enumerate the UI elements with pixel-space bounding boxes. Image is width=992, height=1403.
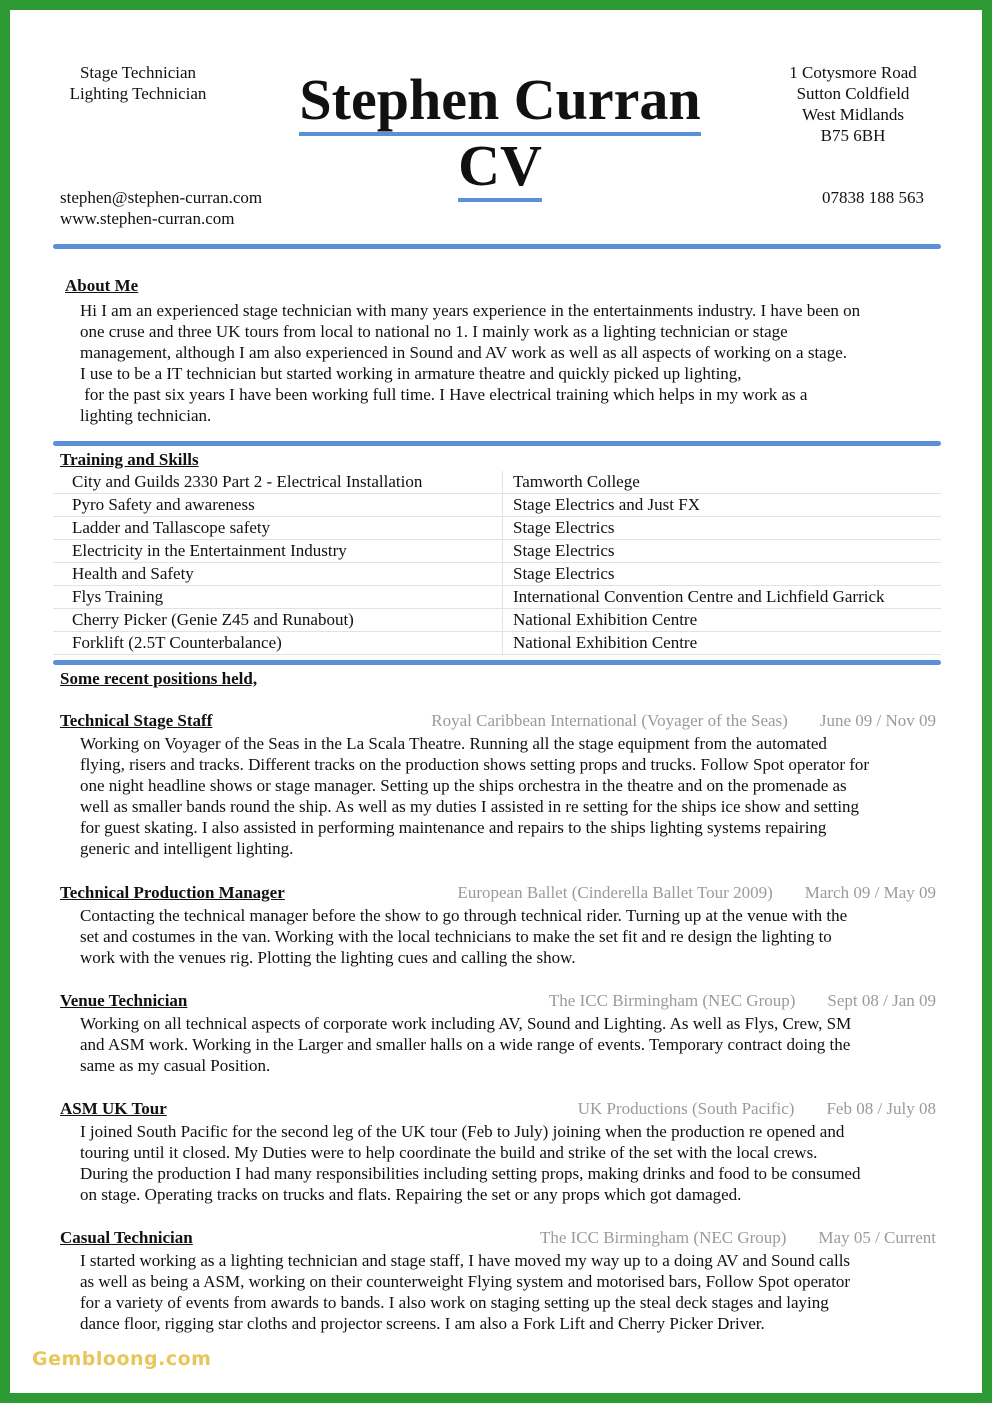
description-line: Working on all technical aspects of corporate work including AV, Sound and Lighting. As well as Flys, Crew, SM <box>80 1014 852 1033</box>
training-title: Training and Skills <box>60 450 199 469</box>
position-employer: Royal Caribbean International (Voyager of the Seas) <box>431 711 788 730</box>
skill-row <box>53 563 941 586</box>
cv-label <box>260 133 740 198</box>
about-line: lighting technician. <box>80 406 212 425</box>
about-title: About Me <box>65 276 139 295</box>
skill-row <box>53 632 941 655</box>
skill-name: Health and Safety <box>53 563 503 586</box>
cv-name <box>260 67 740 132</box>
positions-title: Some recent positions held, <box>60 669 258 688</box>
skill-row <box>53 540 941 563</box>
about-line: I use to be a IT technician but started working in armature theatre and quickly picked up lighting, <box>80 364 742 383</box>
role-1: Stage Technician <box>79 63 197 82</box>
email-link[interactable]: stephen@stephen-curran.com <box>60 188 263 207</box>
position-employer: The ICC Birmingham (NEC Group) <box>539 1228 787 1247</box>
position-dates: May 05 / Current <box>818 1228 936 1247</box>
cv-page <box>10 10 982 1393</box>
about-line: for the past six years I have been working full time. I Have electrical training which helps in my work as a <box>80 385 808 404</box>
description-line: one night headline shows or stage manager. Setting up the ships orchestra in the theatre and on the promenade as <box>80 776 847 795</box>
position-header <box>60 883 936 905</box>
description-line: generic and intelligent lighting. <box>80 839 294 858</box>
skill-row <box>53 609 941 632</box>
position-meta <box>549 991 936 1011</box>
position-dates: Sept 08 / Jan 09 <box>827 991 936 1010</box>
description-line: work with the venues rig. Plotting the lighting cues and calling the show. <box>80 948 576 967</box>
position-entry <box>60 711 936 859</box>
skill-provider: National Exhibition Centre <box>503 609 942 632</box>
name-text: Stephen Curran <box>299 67 700 136</box>
skill-name: Flys Training <box>53 586 503 609</box>
description-line: I started working as a lighting technician and stage staff, I have moved my way up to a doing AV and Sound calls <box>80 1251 851 1270</box>
position-header <box>60 1228 936 1250</box>
watermark: Gembloong.com <box>32 1348 212 1370</box>
skill-name: City and Guilds 2330 Part 2 - Electrical Installation <box>53 471 503 494</box>
skill-provider: Stage Electrics <box>503 517 942 540</box>
skill-name: Ladder and Tallascope safety <box>53 517 503 540</box>
position-meta <box>578 1099 936 1119</box>
description-line: During the production I had many responsibilities including setting props, making drinks and food to be consumed <box>80 1164 861 1183</box>
description-line: dance floor, rigging star cloths and projector screens. I am also a Fork Lift and Cherry Picker Driver. <box>80 1314 765 1333</box>
position-meta <box>540 1228 936 1248</box>
skill-name: Pyro Safety and awareness <box>53 494 503 517</box>
description-line: on stage. Operating tracks on trucks and flats. Repairing the set or any props which got damaged. <box>80 1185 742 1204</box>
address-line: B75 6BH <box>820 126 886 145</box>
contact-left <box>60 187 262 229</box>
position-header <box>60 1099 936 1121</box>
website-link[interactable]: www.stephen-curran.com <box>60 209 235 228</box>
skill-provider: Stage Electrics <box>503 540 942 563</box>
phone-number: 07838 188 563 <box>822 188 924 207</box>
position-title: ASM UK Tour <box>60 1099 167 1118</box>
skill-provider: Stage Electrics and Just FX <box>503 494 942 517</box>
description-line: touring until it closed. My Duties were to help coordinate the build and strike of the set with the local crews. <box>80 1143 818 1162</box>
description-line: set and costumes in the van. Working with the local technicians to make the set fit and re design the lighting to <box>80 927 832 946</box>
position-meta <box>431 711 936 731</box>
cv-text: CV <box>458 133 542 202</box>
position-meta <box>457 883 936 903</box>
description-line: flying, risers and tracks. Different tracks on the production shows setting props and trucks. Follow Spot operator for <box>80 755 870 774</box>
about-line: management, although I am also experienced in Sound and AV work as well as all aspects of working on a stage. <box>80 343 848 362</box>
position-title: Casual Technician <box>60 1228 193 1247</box>
position-header <box>60 991 936 1013</box>
position-description <box>60 905 936 968</box>
skill-name: Forklift (2.5T Counterbalance) <box>53 632 503 655</box>
position-employer: The ICC Birmingham (NEC Group) <box>548 991 796 1010</box>
role-2: Lighting Technician <box>69 84 207 103</box>
position-entry <box>60 1099 936 1205</box>
position-employer: European Ballet (Cinderella Ballet Tour 2009) <box>457 883 773 902</box>
skill-provider: Stage Electrics <box>503 563 942 586</box>
about-line: Hi I am an experienced stage technician with many years experience in the entertainments industry. I have been on <box>80 301 861 320</box>
training-divider <box>53 660 941 665</box>
position-title: Technical Production Manager <box>60 883 285 902</box>
description-line: for a variety of events from awards to bands. I also work on staging setting up the steal deck stages and laying <box>80 1293 829 1312</box>
position-description <box>60 1250 936 1334</box>
description-line: well as smaller bands round the ship. As well as my duties I assisted in re setting for the ships ice show and setting <box>80 797 860 816</box>
description-line: same as my casual Position. <box>80 1056 271 1075</box>
position-description <box>60 733 936 859</box>
skill-provider: National Exhibition Centre <box>503 632 942 655</box>
skill-name: Electricity in the Entertainment Industry <box>53 540 503 563</box>
position-entry <box>60 1228 936 1334</box>
position-title: Technical Stage Staff <box>60 711 213 730</box>
skill-provider: Tamworth College <box>503 471 942 494</box>
skill-row <box>53 586 941 609</box>
skill-row <box>53 494 941 517</box>
position-title: Venue Technician <box>60 991 188 1010</box>
header-divider <box>53 244 941 249</box>
position-dates: June 09 / Nov 09 <box>819 711 936 730</box>
position-description <box>60 1121 936 1205</box>
description-line: and ASM work. Working in the Larger and smaller halls on a wide range of events. Temporary contract doing the <box>80 1035 851 1054</box>
position-entry <box>60 883 936 968</box>
position-dates: Feb 08 / July 08 <box>826 1099 936 1118</box>
address-line: Sutton Coldfield <box>796 84 910 103</box>
skill-row <box>53 517 941 540</box>
skill-row <box>53 471 941 494</box>
skill-provider: International Convention Centre and Lichfield Garrick <box>503 586 942 609</box>
description-line: Contacting the technical manager before the show to go through technical rider. Turning up at the venue with the <box>80 906 848 925</box>
address-line: West Midlands <box>801 105 905 124</box>
position-description <box>60 1013 936 1076</box>
skills-table <box>53 471 941 655</box>
address <box>770 62 936 146</box>
position-employer: UK Productions (South Pacific) <box>577 1099 795 1118</box>
description-line: Working on Voyager of the Seas in the La Scala Theatre. Running all the stage equipment from the automated <box>80 734 827 753</box>
position-header <box>60 711 936 733</box>
description-line: I joined South Pacific for the second leg of the UK tour (Feb to July) joining when the production re opened and <box>80 1122 845 1141</box>
position-entry <box>60 991 936 1076</box>
roles <box>48 62 228 104</box>
position-dates: March 09 / May 09 <box>804 883 936 902</box>
about-line: one cruse and three UK tours from local to national no 1. I mainly work as a lighting technician or stage <box>80 322 788 341</box>
address-line: 1 Cotysmore Road <box>789 63 917 82</box>
description-line: for guest skating. I also assisted in performing maintenance and repairs to the ships lighting systems repairing <box>80 818 827 837</box>
description-line: as well as being a ASM, working on their counterweight Flying system and motorised bars, Follow Spot operator <box>80 1272 851 1291</box>
about-divider <box>53 441 941 446</box>
about-body <box>80 300 950 426</box>
skill-name: Cherry Picker (Genie Z45 and Runabout) <box>53 609 503 632</box>
